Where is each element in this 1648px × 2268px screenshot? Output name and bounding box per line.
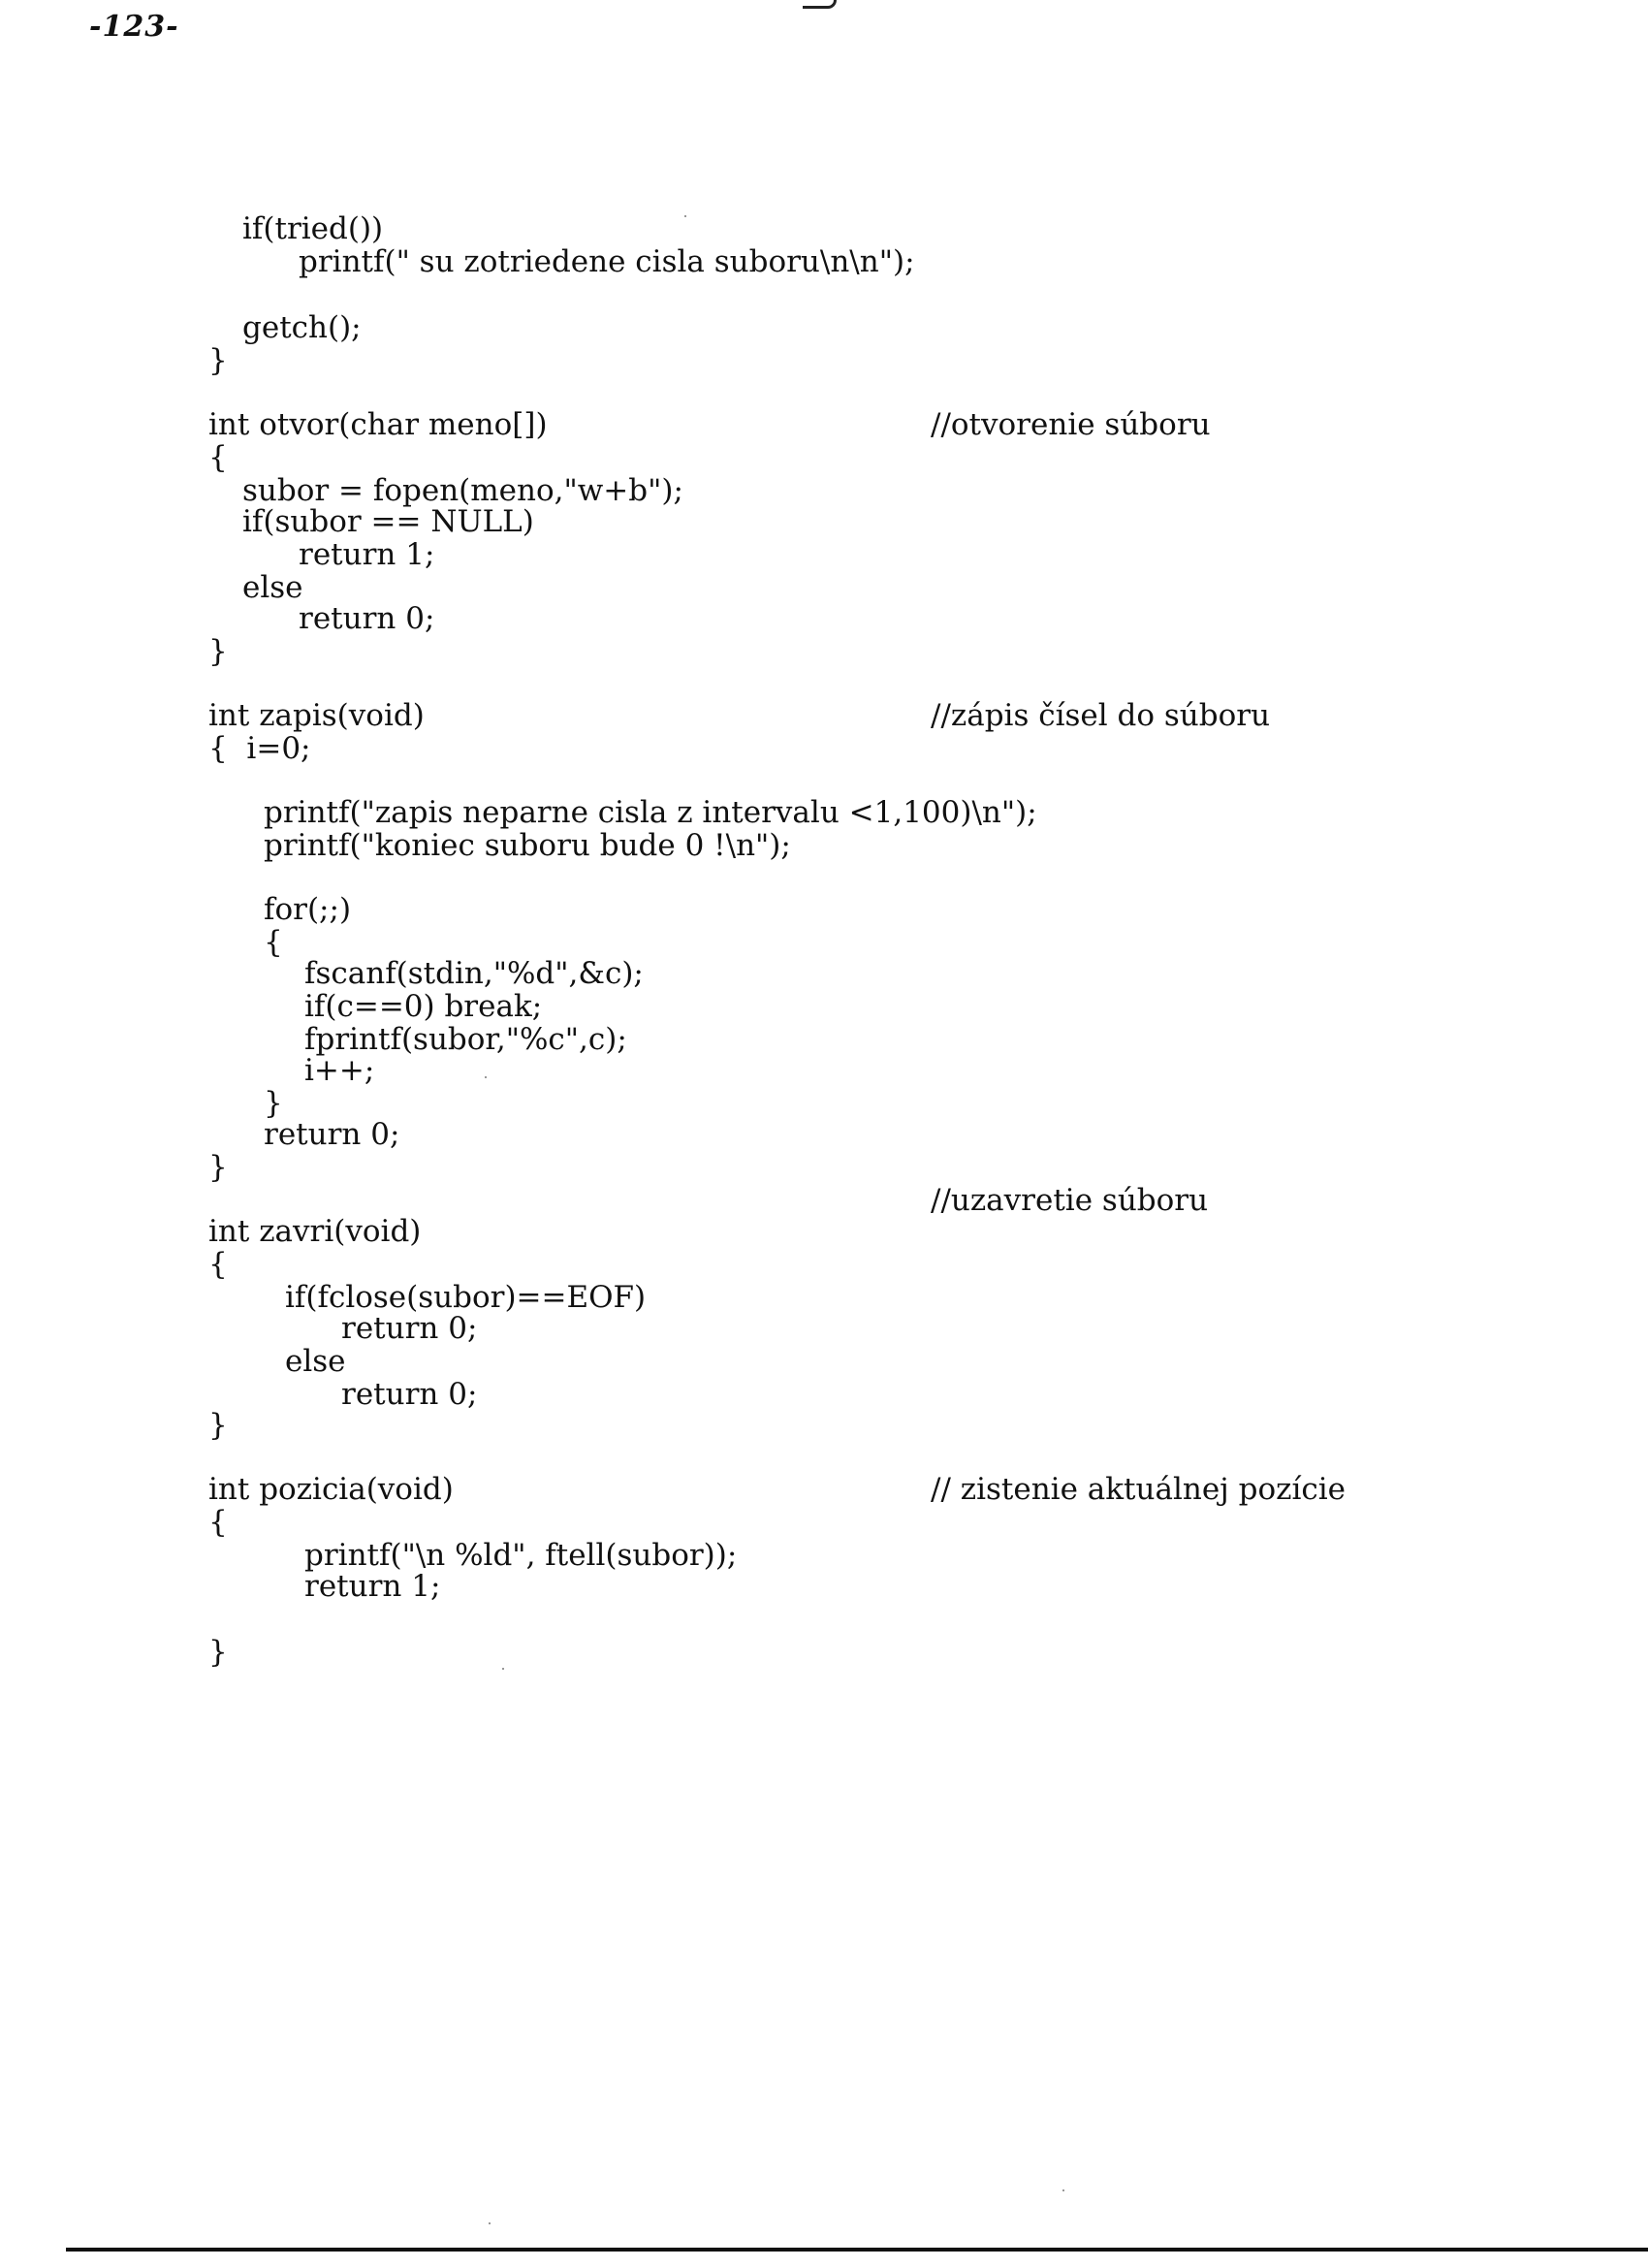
code-comment: //otvorenie súboru	[931, 407, 1211, 442]
code-line: printf("koniec suboru bude 0 !\n");	[264, 828, 791, 863]
code-line: fprintf(subor,"%c",c);	[304, 1022, 627, 1057]
top-pen-mark	[803, 0, 837, 9]
code-line: int otvor(char meno[])	[208, 407, 548, 442]
code-line: return 0;	[299, 601, 435, 636]
code-line: return 1;	[304, 1569, 441, 1604]
code-line: int zavri(void)	[208, 1214, 422, 1249]
scan-speck	[485, 1076, 487, 1078]
code-line: i++;	[304, 1053, 375, 1088]
page-number: -123-	[89, 10, 179, 44]
scan-speck	[502, 1668, 504, 1670]
scan-speck	[1062, 2189, 1064, 2191]
code-comment: //zápis čísel do súboru	[931, 698, 1271, 733]
code-line: if(tried())	[242, 211, 384, 246]
code-line: }	[208, 1408, 228, 1443]
code-line: return 0;	[264, 1117, 400, 1152]
code-line: for(;;)	[264, 892, 352, 927]
code-line: return 0;	[341, 1311, 478, 1346]
code-line: {	[208, 1247, 228, 1282]
code-comment: // zistenie aktuálnej pozície	[931, 1472, 1347, 1507]
code-line: if(c==0) break;	[304, 989, 543, 1024]
code-line: }	[208, 634, 228, 669]
scan-speck	[684, 215, 686, 217]
code-line: }	[264, 1086, 283, 1121]
code-line: {	[208, 440, 228, 475]
code-line: {	[264, 925, 283, 960]
code-comment: //uzavretie súboru	[931, 1183, 1209, 1218]
code-line: int pozicia(void)	[208, 1472, 454, 1507]
code-line: }	[208, 343, 228, 378]
code-line: getch();	[242, 310, 362, 345]
code-line: subor = fopen(meno,"w+b");	[242, 473, 683, 508]
code-line: int zapis(void)	[208, 698, 425, 733]
code-line: if(fclose(subor)==EOF)	[285, 1280, 647, 1315]
code-line: }	[208, 1150, 228, 1185]
bottom-rule	[66, 2248, 1648, 2252]
code-line: fscanf(stdin,"%d",&c);	[304, 956, 644, 991]
code-line: printf("zapis neparne cisla z intervalu <1,100)\n");	[264, 795, 1037, 830]
code-line: if(subor == NULL)	[242, 504, 534, 539]
code-line: return 1;	[299, 537, 435, 572]
code-line: printf(" su zotriedene cisla suboru\n\n");	[299, 244, 915, 279]
code-line: else	[285, 1344, 346, 1379]
code-line: printf("\n %ld", ftell(subor));	[304, 1538, 738, 1573]
scan-speck	[489, 2222, 491, 2224]
code-line: else	[242, 570, 303, 605]
code-line: {	[208, 1505, 228, 1540]
code-line: }	[208, 1635, 228, 1670]
code-line: { i=0;	[208, 731, 311, 766]
code-line: return 0;	[341, 1377, 478, 1412]
